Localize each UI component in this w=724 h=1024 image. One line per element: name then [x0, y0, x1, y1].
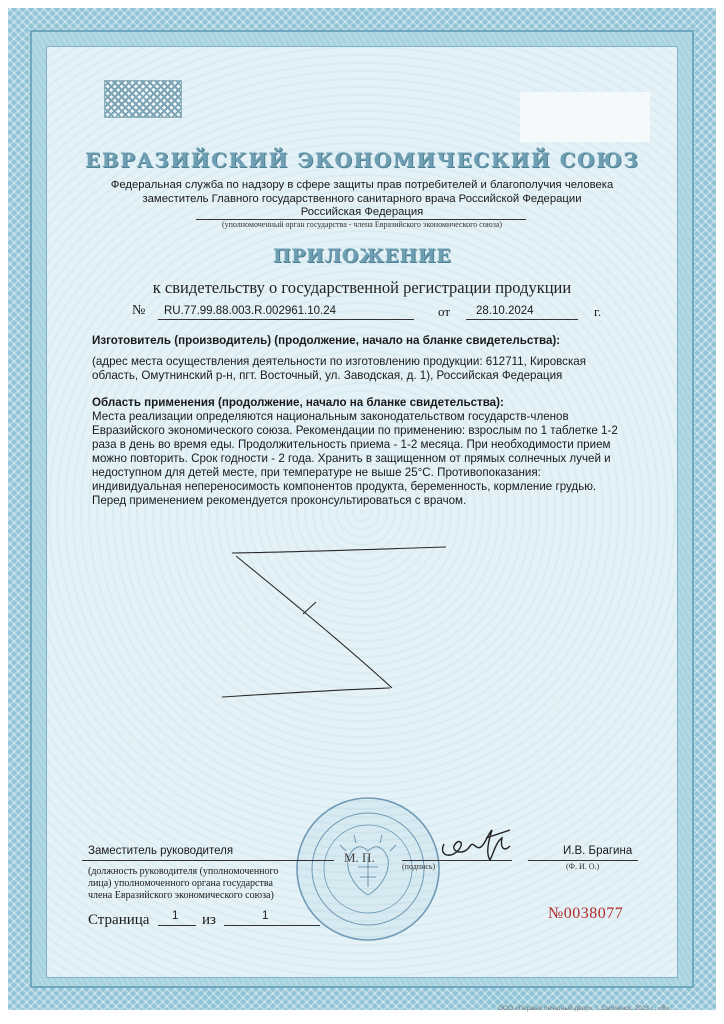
application-line: недоступном для детей месте, при температуре не выше 25°С. Противопоказания: — [92, 466, 541, 479]
application-line: Евразийского экономического союза. Рекомендации по применению: взрослым по 1 таблетке 1-2 — [92, 424, 618, 437]
serial-number: №0038077 — [548, 905, 624, 922]
application-line: раза в день во время еды. Продолжительность приема - 1-2 месяца. При необходимости прием — [92, 438, 611, 451]
manufacturer-address-line-2: область, Омутнинский р-н, пгт. Восточный, ул. Заводская, д. 1), Российская Федерация — [92, 369, 563, 382]
name-caption: (Ф. И. О.) — [566, 862, 600, 871]
signatory-name: И.В. Брагина — [563, 845, 633, 857]
stamp-label: М. П. — [344, 850, 375, 865]
union-title: ЕВРАЗИЙСКИЙ ЭКОНОМИЧЕСКИЙ СОЮЗ — [84, 148, 640, 172]
agency-line-3: Российская Федерация — [300, 206, 424, 218]
application-line: индивидуальная непереносимость компонентов продукта, беременность, кормление грудью. — [92, 480, 597, 493]
certificate-date: 28.10.2024 — [476, 305, 534, 317]
signature-caption: (подпись) — [402, 862, 436, 871]
position-caption-line: лица) уполномоченного органа государства — [88, 878, 273, 889]
page-total-underline — [224, 925, 320, 926]
date-prefix: от — [438, 304, 451, 319]
application-line: можно повторить. Срок годности - 2 года. Хранить в защищенном от прямых солнечных лучей и — [92, 452, 611, 465]
name-underline — [528, 860, 638, 861]
agency-line-2: заместитель Главного государственного санитарного врача Российской Федерации — [142, 193, 582, 205]
page-label: Страница — [88, 912, 150, 928]
agency-caption: (уполномоченный орган государства - члена Евразийского экономического союза) — [221, 220, 503, 229]
page-number-underline — [158, 925, 196, 926]
appendix-title: ПРИЛОЖЕНИЕ — [272, 245, 452, 267]
position-underline — [82, 860, 334, 861]
agency-line-1: Федеральная служба по надзору в сфере защиты прав потребителей и благополучия человека — [110, 179, 614, 191]
appendix-subtitle: к свидетельству о государственной регистрации продукции — [152, 278, 572, 297]
manufacturer-address-line-1: (адрес места осуществления деятельности по изготовлению продукции: 612711, Кировская — [92, 355, 587, 368]
signatory-position: Заместитель руководителя — [88, 845, 234, 857]
printer-imprint: ООО «Первый печатный двор», г. Смоленск, 2023 г., «В». — [498, 1005, 672, 1012]
application-heading: Область применения (продолжение, начало на бланке свидетельства): — [92, 396, 504, 409]
certificate-number: RU.77.99.88.003.R.002961.10.24 — [164, 305, 336, 317]
position-caption-line: члена Евразийского экономического союза) — [88, 890, 274, 901]
application-line: Места реализации определяются национальным законодательством государств-членов — [92, 410, 569, 423]
number-sign: № — [132, 303, 146, 318]
application-line: Перед применением рекомендуется проконсультироваться с врачом. — [92, 494, 467, 507]
handwritten-signature — [430, 812, 530, 872]
position-caption-line: (должность руководителя (уполномоченного — [88, 866, 279, 877]
page-number: 1 — [172, 910, 179, 922]
manufacturer-heading: Изготовитель (производитель) (продолжение, начало на бланке свидетельства): — [92, 334, 561, 347]
of-label: из — [202, 912, 216, 928]
year-suffix: г. — [594, 304, 602, 319]
page-total: 1 — [262, 910, 269, 922]
